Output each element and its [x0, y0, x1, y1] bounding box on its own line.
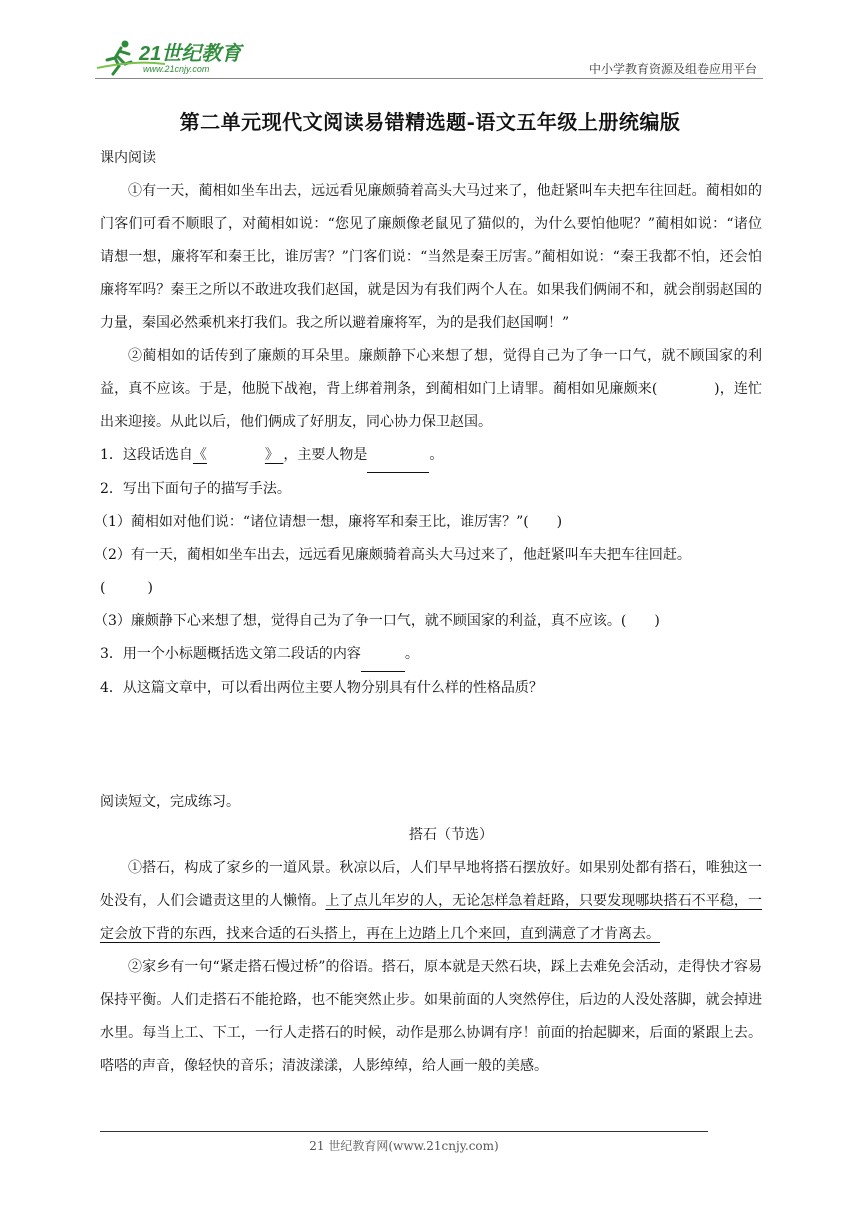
passage-paragraph-2: ②家乡有一句“紧走搭石慢过桥”的俗语。搭石，原本就是天然石块，踩上去难免会活动，走得快才容易保持平衡。人们走搭石不能抢路，也不能突然止步。如果前面的人突然停住，后边的人没处落脚，就会掉进水里。每当上工、下工，一行人走搭石的时候，动作是那么协调有序！前面的抬起脚来，后面的紧跟上去。嗒嗒的声音，像轻快的音乐；清波漾漾，人影绰绰，给人画一般的美感。 [100, 959, 762, 1074]
page-title: 第二单元现代文阅读易错精选题-语文五年级上册统编版 [179, 110, 681, 134]
book-title-blank[interactable]: 《 》 [192, 447, 279, 463]
footer-divider [100, 1131, 708, 1132]
question-1: 1．这段话选自《 》 ，主要人物是 。 [100, 439, 762, 473]
question-4: 4．从这篇文章中，可以看出两位主要人物分别具有什么样的性格品质？ [100, 680, 543, 696]
question-2: 2．写出下面句子的描写手法。 [100, 481, 291, 497]
question-2-2: （2）有一天，蔺相如坐车出去，远远看见廉颇骑着高头大马过来了，他赶紧叫车夫把车往回赶。 [94, 547, 691, 563]
underlined-sentence: 上了点儿年岁的人，无论怎样急着赶路，只要发现哪块搭石不平稳，一定会放下背的东西，找来合适的石头搭上，再在上边踏上几个来回，直到满意了才肯离去。 [100, 893, 762, 942]
main-characters-blank[interactable] [367, 439, 429, 473]
svg-text:21世纪教育: 21世纪教育 [139, 43, 242, 65]
passage-paragraph-1: ①搭石，构成了家乡的一道风景。秋凉以后，人们早早地将搭石摆放好。如果别处都有搭石，唯独这一处没有，人们会谴责这里的人懒惰。上了点儿年岁的人，无论怎样急着赶路，只要发现哪块搭石不平稳，一定会放下背的东西，找来合适的石头搭上，再在上边踏上几个来回，直到满意了才肯离去。 [100, 860, 762, 942]
section-label: 课内阅读 [100, 150, 156, 166]
page-header [95, 38, 763, 78]
section-short-reading [100, 786, 762, 1083]
svg-text:www.21cnjy.com: www.21cnjy.com [143, 64, 210, 74]
passage-subtitle: 搭石（节选） [409, 827, 493, 843]
passage-paragraph-1: ①有一天，蔺相如坐车出去，远远看见廉颇骑着高头大马过来了，他赶紧叫车夫把车往回赶。蔺相如的门客们可看不顺眼了，对蔺相如说：“您见了廉颇像老鼠见了猫似的，为什么要怕他呢？”蔺相如说：“诸位请想一想，廉将军和秦王比，谁厉害？”门客们说：“当然是秦王厉害。”蔺相如说：“秦王我都不怕，还会怕廉将军吗？秦王之所以不敢进攻我们赵国，就是因为有我们两个人在。如果我们俩闹不和，就会削弱赵国的力量，秦国必然乘机来打我们。我之所以避着廉将军，为的是我们赵国啊！” [100, 183, 762, 331]
question-2-3: （3）廉颇静下心来想了想，觉得自己为了争一口气，就不顾国家的利益，真不应该。( ) [94, 613, 660, 629]
platform-name: 中小学教育资源及组卷应用平台 [588, 62, 757, 76]
question-2-2-answer[interactable]: ( ) [100, 580, 153, 596]
header-divider [95, 78, 763, 79]
site-logo [95, 38, 265, 78]
section-label: 阅读短文，完成练习。 [100, 794, 240, 810]
subtitle-blank[interactable] [361, 638, 405, 672]
passage-paragraph-2: ②蔺相如的话传到了廉颇的耳朵里。廉颇静下心来想了想，觉得自己为了争一口气，就不顾国家的利益，真不应该。于是，他脱下战袍，背上绑着荆条，到蔺相如门上请罪。蔺相如见廉颇来( )，连忙出来迎接。从此以后，他们俩成了好朋友，同心协力保卫赵国。 [100, 348, 762, 430]
footer-text: 21 世纪教育网(www.21cnjy.com) [309, 1139, 499, 1153]
question-3: 3．用一个小标题概括选文第二段话的内容 。 [100, 638, 762, 672]
section-in-class-reading [94, 142, 762, 705]
question-2-1: （1）蔺相如对他们说：“诸位请想一想，廉将军和秦王比，谁厉害？”( ) [94, 514, 563, 530]
